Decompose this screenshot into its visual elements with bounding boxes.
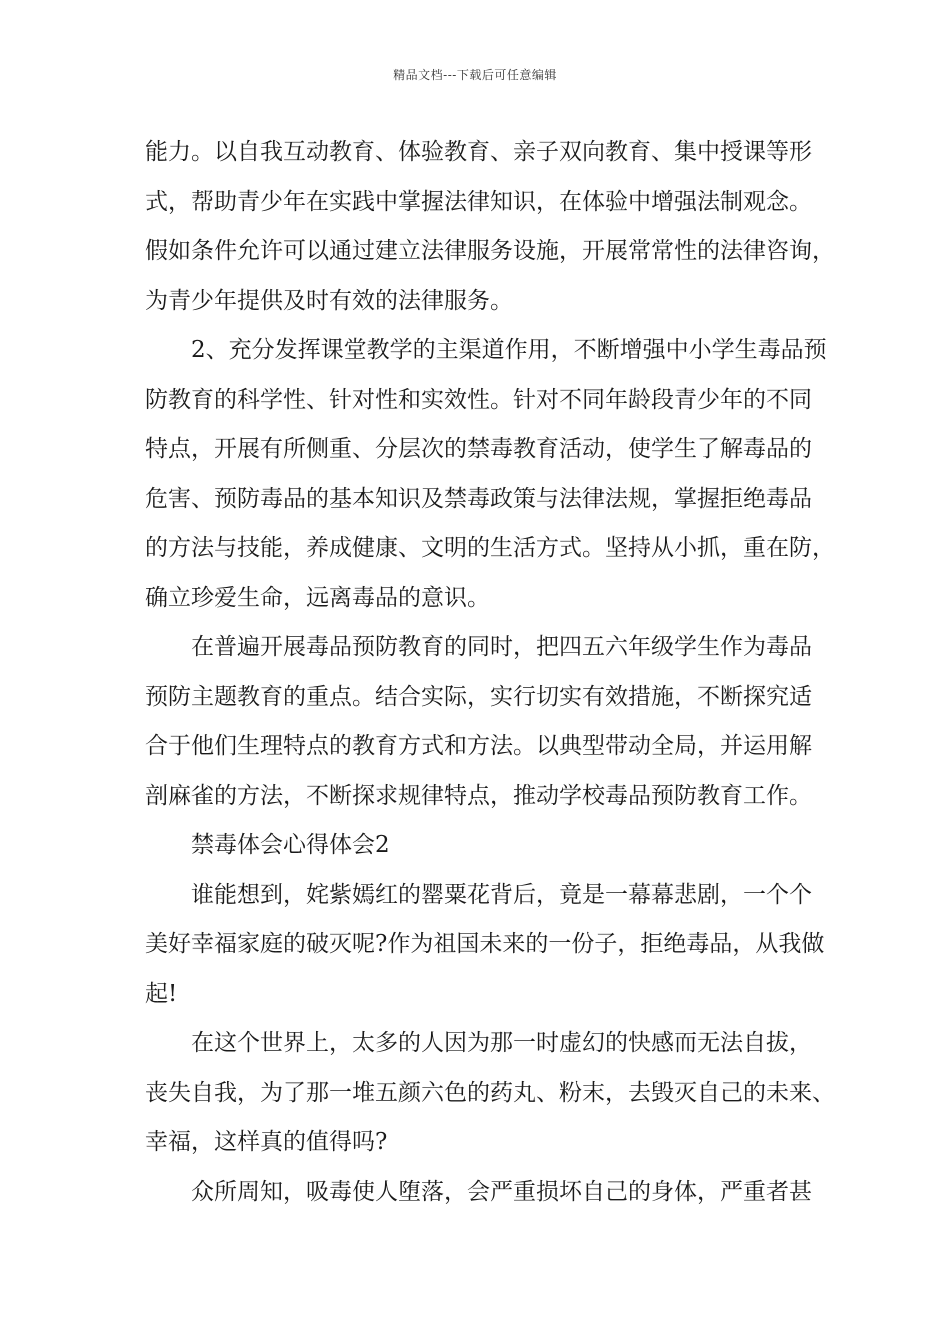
page-header: 精品文档---下载后可任意编辑 [393,68,557,82]
text-line: 为青少年提供及时有效的法律服务。 [145,287,513,314]
text-line: 在普遍开展毒品预防教育的同时，把四五六年级学生作为毒品 [191,634,812,660]
text-line: 能力。以自我互动教育、体验教育、亲子双向教育、集中授课等形 [145,139,812,165]
text-line: 合于他们生理特点的教育方式和方法。以典型带动全局，并运用解 [145,733,812,759]
text-line: 的方法与技能，养成健康、文明的生活方式。坚持从小抓，重在防， [145,535,835,561]
text-line: 起! [145,980,178,1007]
text-line: 谁能想到，姹紫嫣红的罂粟花背后，竟是一幕幕悲剧，一个个 [191,881,812,908]
text-line: 幸福，这样真的值得吗? [145,1129,388,1155]
text-line: 在这个世界上，太多的人因为那一时虚幻的快感而无法自拔， [191,1030,812,1056]
text-line: 美好幸福家庭的破灭呢?作为祖国未来的一份子，拒绝毒品，从我做 [145,931,825,957]
text-line: 确立珍爱生命，远离毒品的意识。 [145,584,490,611]
text-line: 丧失自我，为了那一堆五颜六色的药丸、粉末，去毁灭自己的未来、 [145,1079,835,1106]
text-line: 禁毒体会心得体会2 [191,832,390,858]
text-line: 危害、预防毒品的基本知识及禁毒政策与法律法规，掌握拒绝毒品 [145,485,812,512]
text-line: 剖麻雀的方法，不断探求规律特点，推动学校毒品预防教育工作。 [145,782,812,809]
text-line: 预防主题教育的重点。结合实际，实行切实有效措施，不断探究适 [145,683,812,710]
text-line: 2、充分发挥课堂教学的主渠道作用，不断增强中小学生毒品预 [191,337,827,363]
text-line: 众所周知，吸毒使人堕落，会严重损坏自己的身体，严重者甚 [191,1178,812,1205]
text-line: 式，帮助青少年在实践中掌握法律知识，在体验中增强法制观念。 [145,188,812,215]
text-line: 假如条件允许可以通过建立法律服务设施，开展常常性的法律咨询， [145,238,835,264]
text-line: 防教育的科学性、针对性和实效性。针对不同年龄段青少年的不同 [145,386,812,413]
text-line: 特点，开展有所侧重、分层次的禁毒教育活动，使学生了解毒品的 [145,436,812,462]
document-body [145,128,835,1217]
